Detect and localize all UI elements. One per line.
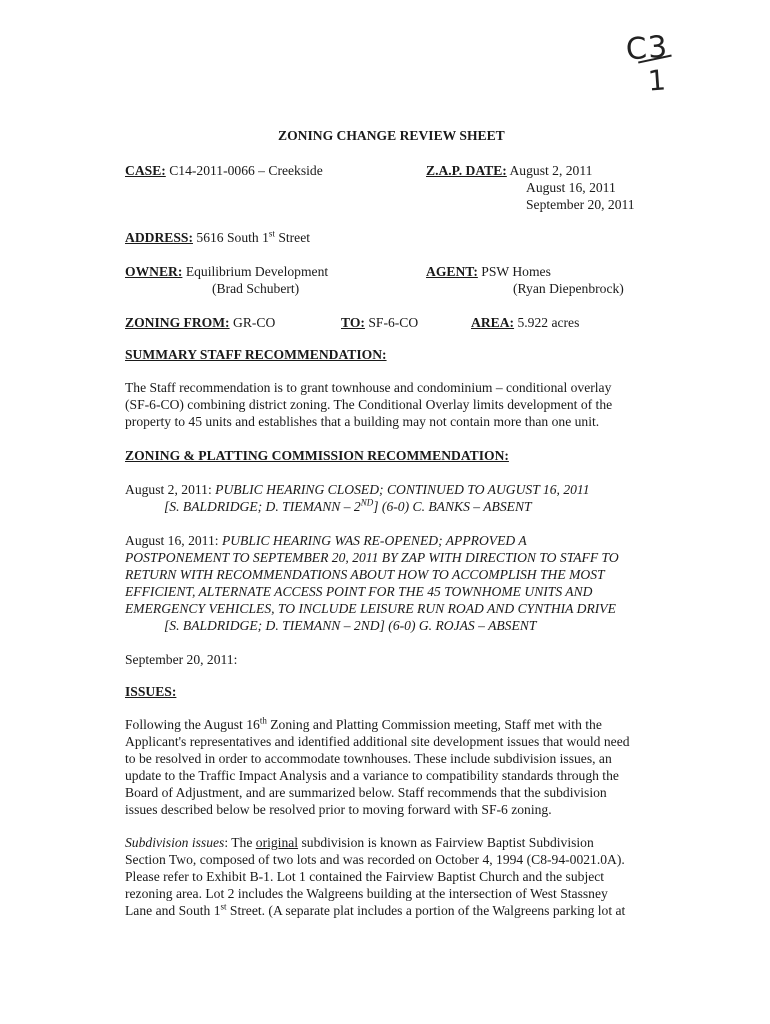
zpc-entry-1-vote-sup: ND: [360, 497, 374, 508]
issues-heading: ISSUES:: [125, 684, 177, 699]
zpc-entry-2-line: RETURN WITH RECOMMENDATIONS ABOUT HOW TO ACCOMPLISH THE MOST: [125, 567, 605, 582]
summary-line: (SF-6-CO) combining district zoning. The Conditional Overlay limits development of the: [125, 397, 613, 412]
zpc-entry-1-date: August 2, 2011:: [125, 482, 212, 497]
zpc-entry-1: [125, 481, 590, 498]
zap-date-3: September 20, 2011: [526, 197, 635, 212]
handwritten-page-number: [647, 65, 668, 96]
agent-label: AGENT:: [426, 264, 478, 279]
zpc-entry-2-line: EMERGENCY VEHICLES, TO INCLUDE LEISURE RUN ROAD AND CYNTHIA DRIVE: [125, 601, 616, 616]
case-value: C14-2011-0066 – Creekside: [169, 163, 323, 178]
owner-label: OWNER:: [125, 264, 183, 279]
subdivision-line: Please refer to Exhibit B-1. Lot 1 contained the Fairview Baptist Church and the subject: [125, 869, 605, 884]
issues-line: Applicant's representatives and identified additional site development issues that would need: [125, 734, 630, 749]
issues-line1-pre: Following the August 16: [125, 717, 260, 732]
owner-name: Equilibrium Development: [185, 264, 329, 279]
subdivision-line1-underlined: original: [255, 835, 299, 850]
subdivision-paragraph: [125, 834, 655, 919]
address-value-sup: st: [268, 228, 275, 239]
zpc-entry-3-date: September 20, 2011:: [125, 652, 238, 667]
subdivision-last-post: Street. (A separate plat includes a portion of the Walgreens parking lot at: [226, 903, 626, 918]
zoning-to-label: TO:: [341, 315, 365, 330]
zpc-entry-2-text: PUBLIC HEARING WAS RE-OPENED; APPROVED A: [221, 533, 527, 548]
zpc-heading: ZONING & PLATTING COMMISSION RECOMMENDATION:: [125, 448, 509, 463]
zpc-entry-1-vote-pre: [S. BALDRIDGE; D. TIEMANN – 2: [164, 499, 361, 514]
zpc-entry-1-vote-post: ] (6-0) C. BANKS – ABSENT: [373, 499, 532, 514]
zpc-entry-2-date: August 16, 2011:: [125, 533, 219, 548]
issues-paragraph: [125, 716, 655, 818]
zpc-entry-2-vote: [S. BALDRIDGE; D. TIEMANN – 2ND] (6-0) G. ROJAS – ABSENT: [164, 618, 537, 633]
address-label: ADDRESS:: [125, 230, 193, 245]
subdivision-line: Section Two, composed of two lots and was recorded on October 4, 1994 (C8-94-0021.0A).: [125, 852, 625, 867]
zoning-from-line: [125, 314, 275, 331]
zap-date-block: [426, 162, 592, 179]
subdivision-line1-post: subdivision is known as Fairview Baptist Subdivision: [298, 835, 594, 850]
issues-line1-post: Zoning and Platting Commission meeting, Staff met with the: [266, 717, 602, 732]
address-value-pre: 5616 South 1: [196, 230, 269, 245]
zoning-from-value: GR-CO: [233, 315, 276, 330]
page-mark-top: C3: [624, 29, 670, 68]
summary-paragraph: [125, 379, 645, 430]
zpc-entry-1-text: PUBLIC HEARING CLOSED; CONTINUED TO AUGUST 16, 2011: [215, 482, 590, 497]
subdivision-line: [125, 902, 655, 919]
address-value-post: Street: [274, 230, 311, 245]
page-mark-bottom: 1: [646, 63, 668, 98]
subdivision-last-pre: Lane and South 1: [125, 903, 221, 918]
zpc-entry-2-body: [125, 549, 645, 617]
subdivision-last-sup: st: [220, 901, 227, 912]
zap-date-label: Z.A.P. DATE:: [426, 163, 507, 178]
agent-line: [426, 263, 551, 280]
zap-date-2: August 16, 2011: [526, 180, 616, 195]
case-label: CASE:: [125, 163, 166, 178]
zpc-entry-1-vote: [164, 498, 532, 515]
zpc-entry-2: [125, 532, 527, 549]
area-line: [471, 314, 579, 331]
summary-line: The Staff recommendation is to grant townhouse and condominium – conditional overlay: [125, 380, 612, 395]
case-line: [125, 162, 323, 179]
owner-contact: (Brad Schubert): [212, 281, 300, 296]
agent-contact: (Ryan Diepenbrock): [513, 281, 624, 296]
issues-line: issues described below be resolved prior to moving forward with SF-6 zoning.: [125, 802, 552, 817]
subdivision-line1-mid: : The: [224, 835, 256, 850]
area-label: AREA:: [471, 315, 515, 330]
zpc-entry-2-line: EFFICIENT, ALTERNATE ACCESS POINT FOR THE 45 TOWNHOME UNITS AND: [125, 584, 593, 599]
issues-line: Board of Adjustment, and are summarized below. Staff recommends that the subdivision: [125, 785, 607, 800]
zoning-to-line: [341, 314, 418, 331]
subdivision-line: rezoning area. Lot 2 includes the Walgreens building at the intersection of West Stassney: [125, 886, 608, 901]
zoning-to-value: SF-6-CO: [368, 315, 419, 330]
subdivision-line: [125, 834, 655, 851]
zoning-from-label: ZONING FROM:: [125, 315, 230, 330]
issues-line: [125, 716, 655, 733]
issues-line: update to the Traffic Impact Analysis and a variance to compatibility standards through the: [125, 768, 619, 783]
area-value: 5.922 acres: [517, 315, 580, 330]
zpc-entry-2-line: POSTPONEMENT TO SEPTEMBER 20, 2011 BY ZAP WITH DIRECTION TO STAFF TO: [125, 550, 619, 565]
agent-name: PSW Homes: [481, 264, 551, 279]
owner-line: [125, 263, 328, 280]
issues-line: to be resolved in order to accommodate townhouses. These include subdivision issues, an: [125, 751, 612, 766]
subdivision-label: Subdivision issues: [125, 835, 225, 850]
document-title: ZONING CHANGE REVIEW SHEET: [278, 128, 505, 143]
summary-heading: SUMMARY STAFF RECOMMENDATION:: [125, 347, 387, 362]
address-line: [125, 229, 310, 246]
issues-line1-sup: th: [259, 715, 267, 726]
zap-date-1: August 2, 2011: [509, 163, 593, 178]
summary-line: property to 45 units and establishes that a building may not contain more than one unit.: [125, 414, 600, 429]
